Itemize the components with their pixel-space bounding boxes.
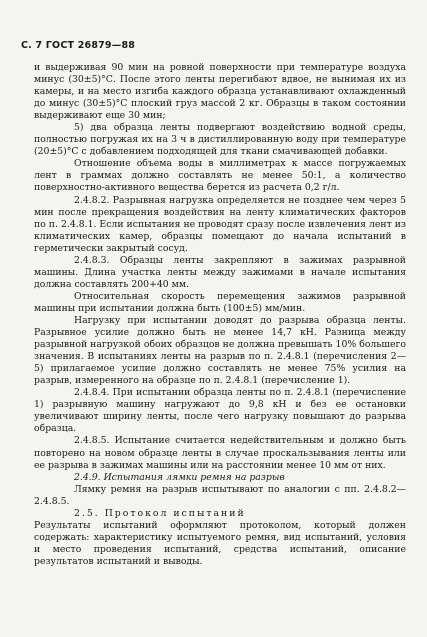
- page-header: С. 7 ГОСТ 26879—88: [21, 40, 136, 51]
- paragraph-clamp-speed: Относительная скорость перемещения зажимов разрывной машины при испытании должна быть (100±5) мм/мин.: [34, 290, 406, 314]
- paragraph-2-4-8-3: 2.4.8.3. Образцы ленты закрепляют в зажимах разрывной машины. Длина участка ленты между зажимами в начале испытания должна составлять 200+40 мм.: [34, 254, 406, 290]
- paragraph-break-load: Нагрузку при испытании доводят до разрыва образца ленты. Разрывное усилие должно быть не менее 14,7 кН. Разница между разрывной нагрузкой обоих образцов не должна превышать 10% большего значения. В испытаниях ленты на разрыв по п. 2.4.8.1 (перечисления 2—5) прилагаемое усилие должно составлять не менее 75% усилия на разрыв, измеренного на образце по п. 2.4.8.1 (перечисление 1).: [34, 314, 406, 387]
- paragraph-water-ratio: Отношение объема воды в миллиметрах к массе погружаемых лент в граммах должно составлять не менее 50:1, а количество поверхностно-активного вещества берется из расчета 0,2 г/л.: [34, 158, 406, 194]
- section-heading-2-5: 2.5. Протокол испытаний: [74, 507, 246, 519]
- paragraph-strap-test: Лямку ремня на разрыв испытывают по аналогии с пп. 2.4.8.2—2.4.8.5.: [34, 483, 406, 507]
- document-body: [34, 62, 406, 568]
- paragraph-2-4-8-5: 2.4.8.5. Испытание считается недействительным и должно быть повторено на новом образце ленты в случае проскальзывания ленты или ее разрыва в зажимах машины или на расстоянии менее 10 мм от них.: [34, 435, 406, 471]
- paragraph-2-4-8-4: 2.4.8.4. При испытании образца ленты по п. 2.4.8.1 (перечисление 1) разрывную машину нагружают до 9,8 кН и без ее остановки увеличивают ширину ленты, после чего нагрузку повышают до разрыва образца.: [34, 387, 406, 435]
- section-heading-2-4-9: 2.4.9. Испытания лямки ремня на разрыв: [74, 471, 285, 483]
- paragraph-protocol: Результаты испытаний оформляют протоколом, который должен содержать: характеристику испытуемого ремня, вид испытаний, условия и место проведения испытаний, средства испытаний, описание результатов испытаний и выводы.: [34, 519, 406, 567]
- paragraph-2-4-8-2: 2.4.8.2. Разрывная нагрузка определяется не позднее чем через 5 мин после прекращения воздействия на ленту климатических факторов по п. 2.4.8.1. Если испытания не проводят сразу после извлечения лент из климатических камер, образцы помещают до начала испытаний в герметически закрытый сосуд.: [34, 194, 406, 254]
- paragraph-item-5: 5) два образца ленты подвергают воздействию водной среды, полностью погружая их на 3 ч в дистиллированную воду при температуре (20±5)°С с добавлением подходящей для ткани смачивающей добавки.: [34, 122, 406, 158]
- paragraph-cold-test: и выдерживая 90 мин на ровной поверхности при температуре воздуха минус (30±5)°С. После этого ленты перегибают вдвое, не вынимая их из камеры, и на место изгиба каждого образца устанавливают охлажденный до минус (30±5)°С плоский груз массой 2 кг. Образцы в таком состоянии выдерживают еще 30 мин;: [34, 62, 406, 122]
